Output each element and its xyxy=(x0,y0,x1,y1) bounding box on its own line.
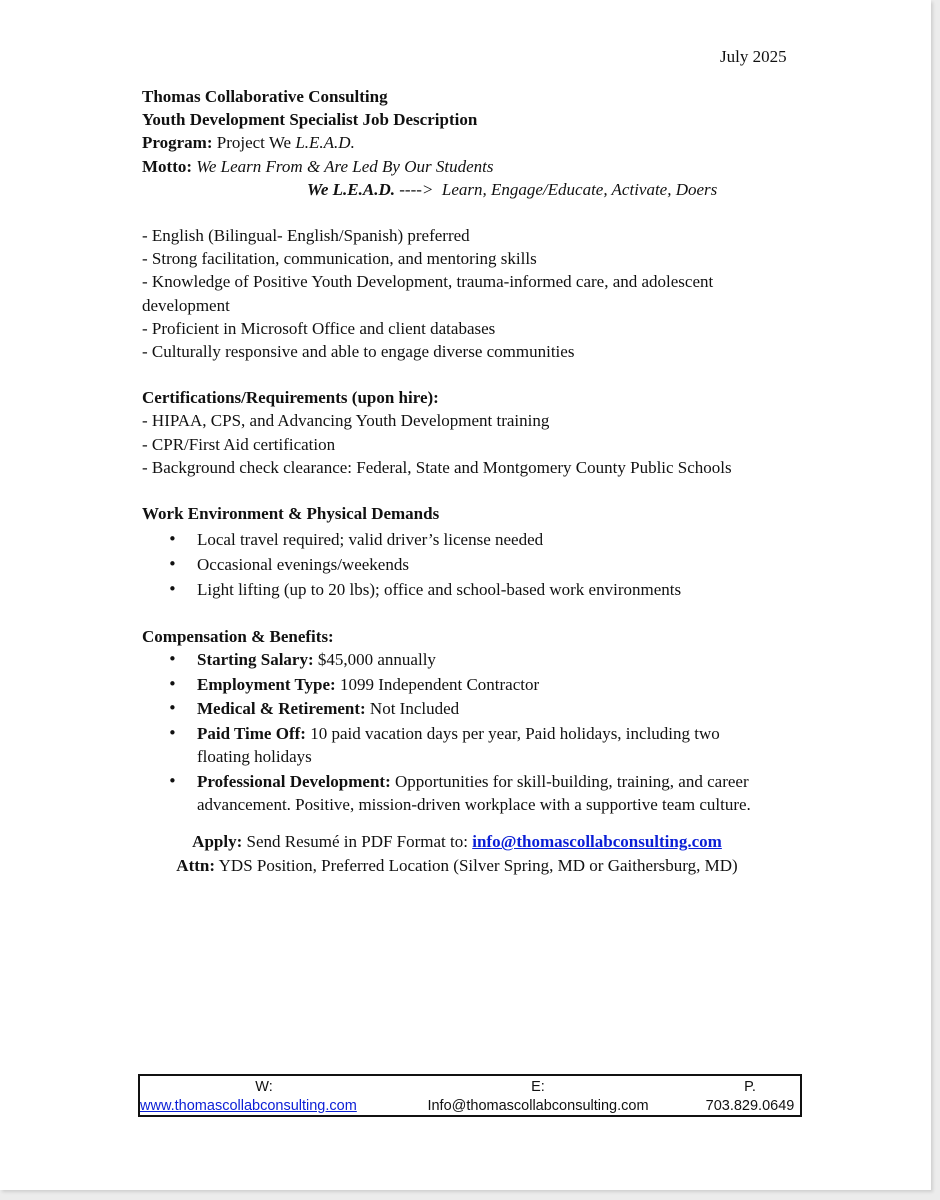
certifications-list xyxy=(142,409,822,479)
document-body xyxy=(142,85,822,877)
qualification-item: - Proficient in Microsoft Office and client databases xyxy=(142,318,496,338)
motto-label: Motto: xyxy=(142,156,193,176)
apply-line xyxy=(142,830,822,853)
attn-label: Attn: xyxy=(176,855,216,875)
qualification-item: - Strong facilitation, communication, and mentoring skills xyxy=(142,249,537,269)
work-environment-item: • Light lifting (up to 20 lbs); office and school-based work environments xyxy=(142,577,822,602)
compensation-value: $45,000 annually xyxy=(313,650,436,670)
attn-text: YDS Position, Preferred Location (Silver Spring, MD or Gaithersburg, MD) xyxy=(215,855,738,875)
qualification-item: - Knowledge of Positive Youth Development, trauma-informed care, and adolescent development xyxy=(142,272,714,315)
certification-item: - Background check clearance: Federal, State and Montgomery County Public Schools xyxy=(142,457,732,477)
work-environment-list xyxy=(142,527,822,602)
footer-email-value: Info@thomascollabconsulting.com xyxy=(427,1098,649,1114)
apply-label: Apply: xyxy=(192,832,243,852)
program-acronym: L.E.A.D. xyxy=(295,133,355,153)
footer-web-value-wrap xyxy=(140,1097,388,1116)
job-title: Youth Development Specialist Job Description xyxy=(142,110,478,130)
qualification-item: - Culturally responsive and able to engage diverse communities xyxy=(142,342,575,362)
compensation-label: Professional Development: xyxy=(197,771,391,791)
compensation-list xyxy=(142,648,822,816)
compensation-value: 1099 Independent Contractor xyxy=(335,674,540,694)
work-environment-item: • Local travel required; valid driver’s license needed xyxy=(142,527,822,552)
certification-item: - HIPAA, CPS, and Advancing Youth Development training xyxy=(142,411,550,431)
compensation-value: 10 paid vacation days per year, Paid holidays, including two floating holidays xyxy=(197,723,720,767)
contact-footer xyxy=(138,1074,802,1117)
footer-phone-value: 703.829.0649 xyxy=(705,1098,795,1114)
compensation-item xyxy=(142,697,822,720)
compensation-label: Employment Type: xyxy=(197,674,336,694)
compensation-item xyxy=(142,770,797,816)
compensation-item xyxy=(142,673,822,696)
company-name: Thomas Collaborative Consulting xyxy=(142,87,388,106)
compensation-item xyxy=(142,648,822,671)
program-value: Project We xyxy=(216,133,296,153)
compensation-heading: Compensation & Benefits: xyxy=(142,627,334,647)
qualifications-list xyxy=(142,224,822,363)
footer-web-label: W: xyxy=(255,1079,273,1095)
certifications-heading: Certifications/Requirements (upon hire): xyxy=(142,388,439,408)
compensation-label: Medical & Retirement: xyxy=(197,699,366,719)
lead-arrow: ----> xyxy=(395,179,442,199)
compensation-label: Starting Salary: xyxy=(197,650,314,670)
apply-email-link[interactable]: info@thomascollabconsulting.com xyxy=(472,832,722,852)
qualification-item: - English (Bilingual- English/Spanish) preferred xyxy=(142,226,470,246)
footer-email-label: E: xyxy=(531,1079,545,1095)
footer-email xyxy=(408,1078,668,1116)
motto-value: We Learn From & Are Led By Our Students xyxy=(196,156,494,176)
footer-phone xyxy=(700,1078,800,1116)
compensation-value: Opportunities for skill-building, training, and career advancement. Positive, mission-driven workplace with a supportive team culture. xyxy=(197,771,751,814)
compensation-value: Not Included xyxy=(365,699,460,719)
lead-acronym-line xyxy=(142,178,822,201)
attn-line xyxy=(142,854,822,877)
footer-web-link[interactable]: www.thomascollabconsulting.com xyxy=(140,1098,357,1114)
lead-meaning: Learn, Engage/Educate, Activate, Doers xyxy=(441,179,718,199)
footer-web xyxy=(140,1078,388,1116)
certification-item: - CPR/First Aid certification xyxy=(142,434,336,454)
work-environment-item: • Occasional evenings/weekends xyxy=(142,552,822,577)
motto-line xyxy=(142,155,822,178)
document-date: July 2025 xyxy=(720,47,787,66)
program-line xyxy=(142,131,822,154)
program-label: Program: xyxy=(142,133,213,153)
compensation-label: Paid Time Off: xyxy=(197,723,306,743)
work-environment-heading: Work Environment & Physical Demands xyxy=(142,504,440,524)
apply-text: Send Resumé in PDF Format to: xyxy=(242,832,473,852)
lead-acronym: We L.E.A.D. xyxy=(307,179,395,199)
compensation-item xyxy=(142,722,767,768)
footer-phone-label: P. xyxy=(744,1079,756,1095)
